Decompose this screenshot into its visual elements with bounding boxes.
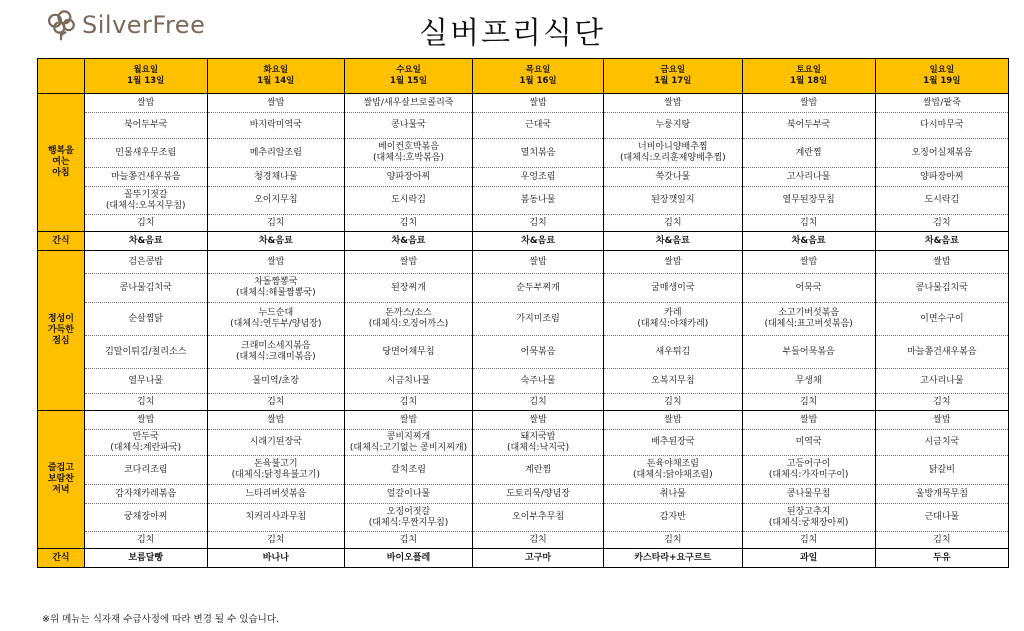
dish-alternative: (대체식:궁채장아찌) [768, 517, 849, 528]
day-name: 일요일 [929, 65, 955, 75]
meal-label: 간식 [38, 232, 85, 251]
dish-alternative: (대체식:표고버섯볶음) [764, 319, 853, 329]
dish-cell: 누룽지탕 [604, 113, 742, 139]
dish-cell: 김치 [473, 215, 604, 232]
page-title: 실버프리식단 [419, 16, 605, 51]
weekly-menu-table [37, 58, 1009, 568]
snack-item: 바나나 [207, 549, 344, 568]
dish-cell: 가지미조림 [473, 303, 604, 336]
page-header [0, 0, 1024, 55]
day-header [604, 59, 742, 94]
meal-label-line: 행복을 [47, 146, 74, 156]
day-date: 1월 14일 [257, 76, 295, 86]
dish-cell [742, 456, 875, 485]
dish-cell: 된장찌개 [345, 274, 473, 303]
footnote: ※위 메뉴는 식자재 수급사정에 따라 변경 될 수 있습니다. [42, 614, 280, 625]
dish-cell: 울방개묵무침 [875, 485, 1008, 504]
dish-cell [345, 139, 473, 168]
dish-cell: 양파장아찌 [875, 168, 1008, 187]
dish-cell: 얼갈이나물 [345, 485, 473, 504]
dish-cell: 쌀밥 [604, 411, 742, 430]
dish-cell: 취나물 [604, 485, 742, 504]
dish-alternative: (대체식:해물짬뽕국) [236, 288, 316, 298]
snack-item: 보름달빵 [84, 549, 207, 568]
dish-cell: 고사리나물 [742, 168, 875, 187]
day-name: 목요일 [525, 65, 551, 75]
dish-cell: 김치 [604, 215, 742, 232]
dish-cell: 열무나물 [84, 369, 207, 394]
menu-row [38, 274, 1009, 303]
dish-name: 카레 [664, 308, 682, 318]
dish-name: 누드순대 [258, 308, 294, 318]
dish-cell: 닭갈비 [875, 456, 1008, 485]
dish-cell [742, 504, 875, 532]
dish-cell: 코다리조림 [84, 456, 207, 485]
dish-cell: 쌀밥 [345, 411, 473, 430]
dish-cell: 쌀밥 [875, 411, 1008, 430]
menu-row [38, 251, 1009, 274]
dish-name: 고등어구이 [786, 459, 831, 469]
menu-row [38, 336, 1009, 369]
snack-item: 고구마 [473, 549, 604, 568]
dish-cell: 김치 [345, 215, 473, 232]
day-header [207, 59, 344, 94]
dish-cell [207, 456, 344, 485]
dish-cell: 쌀밥 [604, 251, 742, 274]
menu-row [38, 94, 1009, 113]
dish-cell [207, 274, 344, 303]
dish-cell: 쌀밥 [742, 251, 875, 274]
dish-cell [345, 303, 473, 336]
dish-name: 꼴뚜기젓갈 [123, 189, 168, 200]
menu-row [38, 303, 1009, 336]
dish-cell: 당면어채무침 [345, 336, 473, 369]
dish-cell: 근대국 [473, 113, 604, 139]
snack-item: 카스타라+요구르트 [604, 549, 742, 568]
dish-cell: 청경채나물 [207, 168, 344, 187]
dish-cell: 쌀밥 [84, 94, 207, 113]
dish-cell: 오징어실채볶음 [875, 139, 1008, 168]
snack-item: 차&음료 [207, 232, 344, 251]
dish-cell: 김치 [604, 532, 742, 549]
dish-cell [473, 430, 604, 456]
dish-cell: 고사리나물 [875, 369, 1008, 394]
day-name: 화요일 [263, 65, 289, 75]
dish-cell: 순두부찌개 [473, 274, 604, 303]
menu-row [38, 369, 1009, 394]
meal-label-line: 보람찬 [47, 474, 74, 484]
menu-row [38, 187, 1009, 215]
dish-cell: 시금치국 [875, 430, 1008, 456]
menu-row [38, 411, 1009, 430]
dish-cell: 김말이튀김/칠리소스 [84, 336, 207, 369]
corner-cell [38, 59, 85, 94]
snack-item: 바이오플레 [345, 549, 473, 568]
dish-cell: 쌀밥 [604, 94, 742, 113]
menu-row [38, 168, 1009, 187]
meal-label [38, 94, 85, 232]
dish-cell: 어묵볶음 [473, 336, 604, 369]
dish-cell: 미역국 [742, 430, 875, 456]
dish-cell: 김치 [473, 532, 604, 549]
day-date: 1월 19일 [923, 76, 961, 86]
dish-cell: 김치 [84, 215, 207, 232]
snack-item: 차&음료 [473, 232, 604, 251]
dish-cell: 우엉조림 [473, 168, 604, 187]
dish-alternative: (대체식:계란파국) [110, 442, 182, 453]
dish-cell: 콩나물국 [345, 113, 473, 139]
dish-cell: 김치 [742, 215, 875, 232]
dish-alternative: (대체식:오리훈제양배추찜) [619, 153, 726, 163]
dish-name: 너비아니양배추찜 [638, 142, 708, 152]
dish-cell: 감자반 [604, 504, 742, 532]
dish-cell [207, 336, 344, 369]
dish-cell: 오복지무침 [604, 369, 742, 394]
dish-cell: 시금치나물 [345, 369, 473, 394]
dish-cell: 쑥갓나물 [604, 168, 742, 187]
dish-cell: 느타리버섯볶음 [207, 485, 344, 504]
menu-row [38, 430, 1009, 456]
snack-row [38, 549, 1009, 568]
dish-cell: 콩나물김치국 [84, 274, 207, 303]
dish-cell: 김치 [84, 394, 207, 411]
dish-cell: 김치 [742, 394, 875, 411]
dish-alternative: (대체식:오복지무침) [105, 200, 186, 211]
dish-name: 크래미소세지볶음 [241, 341, 311, 351]
menu-row [38, 139, 1009, 168]
dish-alternative: (대체식:무짠지무침) [368, 517, 449, 528]
snack-row [38, 232, 1009, 251]
dish-cell: 쌀밥 [473, 411, 604, 430]
dish-name: 오징어젓갈 [386, 506, 431, 517]
dish-name: 콩비지찌개 [386, 431, 431, 442]
dish-cell: 갈치조림 [345, 456, 473, 485]
dish-cell: 쌀밥 [207, 251, 344, 274]
dish-cell: 새우튀김 [604, 336, 742, 369]
dish-name: 된장고추지 [786, 506, 831, 517]
snack-item: 차&음료 [875, 232, 1008, 251]
meal-label: 간식 [38, 549, 85, 568]
dish-alternative: (대체식:오징어까스) [368, 319, 449, 329]
dish-cell [604, 303, 742, 336]
dish-cell: 김치 [875, 394, 1008, 411]
day-date: 1월 15일 [389, 76, 428, 86]
dish-cell: 어묵국 [742, 274, 875, 303]
dish-cell: 쌀밥 [84, 411, 207, 430]
dish-cell: 물미역/초장 [207, 369, 344, 394]
header-row [38, 59, 1009, 94]
dish-cell: 김치 [345, 532, 473, 549]
menu-row [38, 504, 1009, 532]
dish-cell: 도시락김 [345, 187, 473, 215]
dish-cell: 콩나물무침 [742, 485, 875, 504]
day-date: 1월 13일 [127, 76, 165, 86]
dish-cell: 감자채카레볶음 [84, 485, 207, 504]
dish-cell: 굴매생이국 [604, 274, 742, 303]
dish-cell: 배추된장국 [604, 430, 742, 456]
dish-cell: 민물새우무조림 [84, 139, 207, 168]
meal-label-line: 저녁 [52, 485, 70, 495]
dish-cell: 김치 [742, 532, 875, 549]
dish-cell: 근대나물 [875, 504, 1008, 532]
meal-label-line: 정성이 [47, 314, 74, 324]
dish-cell: 다시마무국 [875, 113, 1008, 139]
dish-alternative: (대체식:가자미구이) [768, 470, 849, 480]
dish-cell: 콩나물김치국 [875, 274, 1008, 303]
dish-cell: 김치 [604, 394, 742, 411]
menu-row [38, 113, 1009, 139]
snack-item: 과일 [742, 549, 875, 568]
dish-alternative: (대체식:고기없는 콩비지찌개) [349, 442, 468, 453]
menu-row [38, 485, 1009, 504]
dish-cell [84, 187, 207, 215]
meal-label-line: 가득한 [47, 325, 74, 335]
dish-cell: 김치 [345, 394, 473, 411]
snack-item: 차&음료 [742, 232, 875, 251]
day-name: 수요일 [396, 65, 421, 75]
dish-cell: 오이부추무침 [473, 504, 604, 532]
snack-item: 차&음료 [604, 232, 742, 251]
dish-cell: 김치 [207, 532, 344, 549]
snack-item: 차&음료 [84, 232, 207, 251]
dish-cell: 김치 [875, 215, 1008, 232]
menu-row [38, 394, 1009, 411]
dish-cell: 이면수구이 [875, 303, 1008, 336]
dish-alternative: (대체식:닭야채조림) [633, 470, 713, 480]
dish-cell: 쌀밥 [207, 411, 344, 430]
day-header [875, 59, 1008, 94]
day-date: 1월 16일 [519, 76, 557, 86]
meal-label [38, 251, 85, 411]
dish-cell: 마늘쫑건새우볶음 [84, 168, 207, 187]
dish-cell: 검은콩밥 [84, 251, 207, 274]
dish-cell: 순살찜닭 [84, 303, 207, 336]
day-header [345, 59, 473, 94]
dish-cell: 김치 [207, 215, 344, 232]
dish-cell: 김치 [875, 532, 1008, 549]
dish-cell: 쌀밥/새우살브로콜리죽 [345, 94, 473, 113]
dish-cell: 쌀밥/팥죽 [875, 94, 1008, 113]
meal-label-line: 아침 [52, 168, 70, 178]
dish-cell: 북어두부국 [742, 113, 875, 139]
dish-cell: 치커리사과무침 [207, 504, 344, 532]
dish-cell: 쌀밥 [473, 251, 604, 274]
dish-alternative: (대체식:야채카레) [637, 319, 709, 329]
dish-cell: 쌀밥 [473, 94, 604, 113]
dish-name: 돈까스/소스 [385, 308, 432, 318]
dish-cell: 오이지무침 [207, 187, 344, 215]
dish-cell: 시래기된장국 [207, 430, 344, 456]
day-date: 1월 18일 [790, 76, 828, 86]
dish-cell: 바지락미역국 [207, 113, 344, 139]
meal-label-line: 즐겁고 [47, 463, 74, 473]
dish-cell: 쌀밥 [207, 94, 344, 113]
dish-name: 만두국 [132, 431, 159, 442]
dish-cell: 쌀밥 [742, 411, 875, 430]
snack-item: 차&음료 [345, 232, 473, 251]
dish-cell [84, 430, 207, 456]
dish-alternative: (대체식:연두부/양념장) [230, 319, 322, 329]
meal-label-line: 여는 [52, 157, 70, 167]
dish-cell: 도토리묵/양념장 [473, 485, 604, 504]
dish-cell [742, 303, 875, 336]
dish-cell: 북어두부국 [84, 113, 207, 139]
meal-label-line: 점심 [52, 336, 70, 346]
dish-cell: 김치 [473, 394, 604, 411]
dish-cell: 마늘쫑건새우볶음 [875, 336, 1008, 369]
dish-cell: 쌀밥 [345, 251, 473, 274]
dish-cell: 궁채장아찌 [84, 504, 207, 532]
dish-cell: 메추리알조림 [207, 139, 344, 168]
dish-cell [604, 456, 742, 485]
day-name: 월요일 [133, 65, 159, 75]
dish-cell [207, 303, 344, 336]
brand-name: SilverFree [82, 11, 206, 39]
dish-cell: 된장깻잎지 [604, 187, 742, 215]
dish-cell: 김치 [84, 532, 207, 549]
dish-name: 베이컨호박볶음 [378, 142, 439, 152]
dish-cell: 양파장아찌 [345, 168, 473, 187]
dish-cell: 봄동나물 [473, 187, 604, 215]
day-header [84, 59, 207, 94]
dish-name: 돈육야채조림 [646, 459, 699, 469]
dish-cell [345, 430, 473, 456]
dish-cell: 멸치볶음 [473, 139, 604, 168]
dish-cell: 계란찜 [742, 139, 875, 168]
dish-cell: 쌀밥 [742, 94, 875, 113]
dish-alternative: (대체식:호박볶음) [373, 153, 444, 163]
dish-cell: 김치 [207, 394, 344, 411]
dish-name: 소고기버섯볶음 [778, 308, 840, 318]
dish-name: 돼지국밥 [520, 431, 556, 442]
dish-cell: 숙주나물 [473, 369, 604, 394]
dish-cell: 쌀밥 [875, 251, 1008, 274]
menu-row [38, 532, 1009, 549]
day-date: 1월 17일 [654, 76, 692, 86]
day-header [473, 59, 604, 94]
snack-item: 두유 [875, 549, 1008, 568]
day-name: 금요일 [660, 65, 686, 75]
dish-cell: 부들어묵볶음 [742, 336, 875, 369]
dish-cell: 도시락김 [875, 187, 1008, 215]
dish-cell: 계란찜 [473, 456, 604, 485]
dish-alternative: (대체식:닭정육불고기) [231, 470, 320, 480]
dish-cell [604, 139, 742, 168]
dish-alternative: (대체식:크래미볶음) [236, 352, 316, 362]
menu-row [38, 456, 1009, 485]
dish-name: 돈육불고기 [254, 459, 298, 469]
day-header [742, 59, 875, 94]
meal-label [38, 411, 85, 549]
dish-cell: 무생채 [742, 369, 875, 394]
dish-cell [345, 504, 473, 532]
day-name: 토요일 [796, 65, 821, 75]
menu-row [38, 215, 1009, 232]
dish-cell: 열무된장무침 [742, 187, 875, 215]
dish-alternative: (대체식:낙지국) [506, 442, 570, 453]
dish-name: 차돌짬뽕국 [254, 277, 298, 287]
